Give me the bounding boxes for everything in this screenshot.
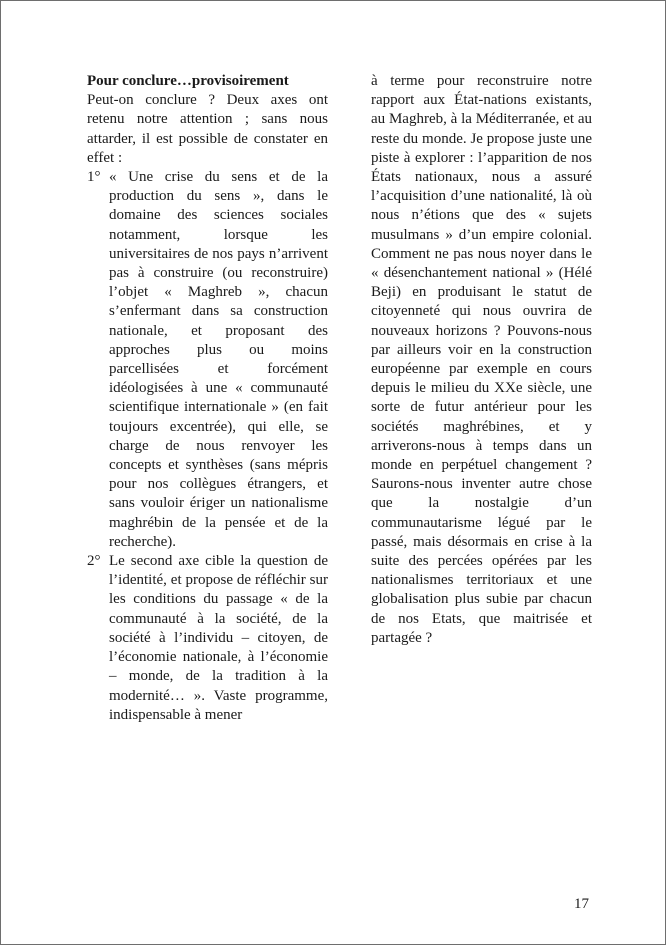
left-column — [87, 72, 328, 725]
list-item-1 — [87, 168, 328, 552]
list-item-1-text: « Une crise du sens et de la production du sens », dans le domaine des sciences sociales notamment, lorsque les universitaires de nos pays n’arrivent pas à construire (ou reconstruire) l’objet « Maghreb », chacun s’enfermant dans sa construction nationale, et proposant des approches plus ou moins parcellisées et forcément idéologisées à une « communauté scientifique internationale » (en fait toujours excentrée), qui elle, se charge de nous renvoyer les concepts et synthèses (sans mépris pour nos collègues étrangers, et sans vouloir ériger un nationalisme maghrébin de la pensée et de la recherche). — [109, 169, 328, 550]
section-heading: Pour conclure…provisoirement — [87, 73, 289, 89]
page-number: 17 — [574, 896, 589, 912]
list-item-2 — [87, 552, 328, 725]
list-item-1-number: 1° — [87, 169, 101, 186]
list-item-2-number: 2° — [87, 553, 101, 570]
intro-paragraph: Peut-on conclure ? Deux axes ont retenu notre attention ; sans nous attarder, il est possible de constater en effet : — [87, 92, 328, 166]
right-column — [371, 72, 592, 648]
continuation-paragraph: à terme pour reconstruire notre rapport aux État-nations existants, au Maghreb, à la Méditerranée, et au reste du monde. Je propose juste une piste à explorer : l’apparition de nos États nationaux, nous a assuré l’acquisition d’une nationalité, là où nous n’étions que des « sujets musulmans » d’un empire colonial. Comment ne pas nous noyer dans le « désenchantement national » (Hélé Beji) en produisant le statut de citoyenneté qui nous ouvrira de nouveaux horizons ? Pouvons-nous par ailleurs voir en la construction européenne par exemple en cours depuis le milieu du XXe siècle, une sorte de futur antérieur pour les sociétés maghrébines, et y arriverons-nous à temps dans un monde en perpétuel changement ? Saurons-nous inventer autre chose que la nostalgie d’un communautarisme légué par le passé, mais désormais en crise à la suite des percées opérées par les nationalismes territoriaux et une globalisation plus subie par chacun de nos Etats, que maitrisée et partagée ? — [371, 73, 592, 646]
list-item-2-text: Le second axe cible la question de l’identité, et propose de réfléchir sur les conditions du passage « de la communauté à la société, de la société à l’individu – citoyen, de l’économie nationale, à l’économie – monde, de la tradition à la modernité… ». Vaste programme, indispensable à mener — [109, 553, 328, 723]
